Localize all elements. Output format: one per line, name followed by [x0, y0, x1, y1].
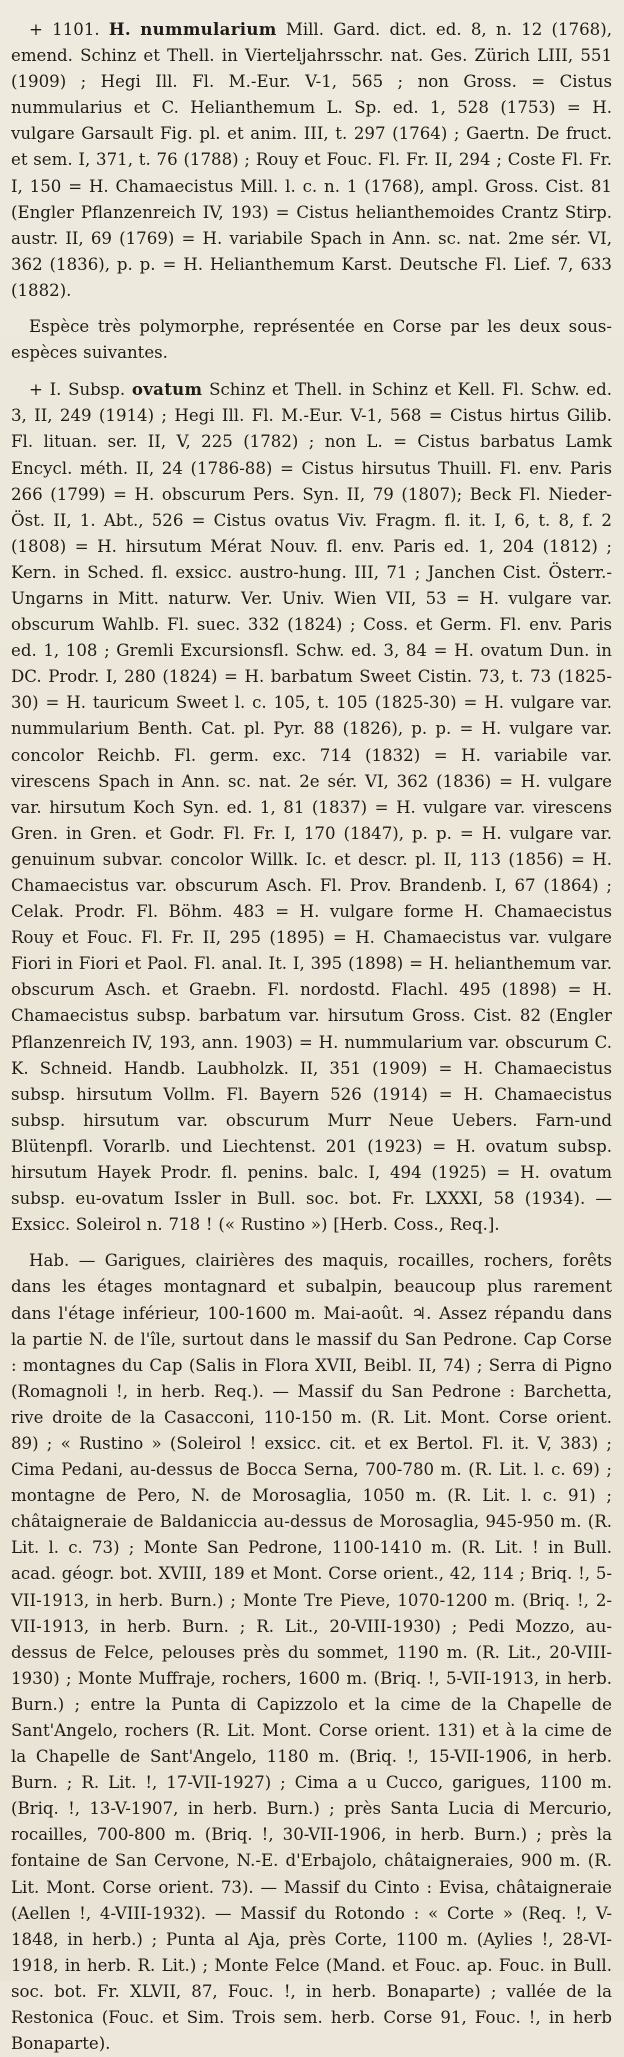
subspecies-label: Subsp. — [68, 380, 126, 400]
species-note: Espèce très polymorphe, représentée en Corse par les deux sous-espèces suivantes. — [11, 317, 612, 363]
species-synonymy: Mill. Gard. dict. ed. 8, n. 12 (1768), emend. Schinz et Thell. in Vierteljahrsschr. nat. Ges. Zürich LIII, 551 (1909) ; Hegi Ill. Fl. M.-Eur. V-1, 565 ; non Gross. = Cistus nummularius et C. Helianthemum L. Sp. ed. 1, 528 (1753) = H. vulgare Garsault Fig. pl. et anim. III, t. 297 (1764) ; Gaertn. De fruct. et sem. I, 371, t. 76 (1788) ; Rouy et Fouc. Fl. Fr. II, 294 ; Coste Fl. Fr. I, 150 = H. Chamaecistus Mill. l. c. n. 1 (1768), ampl. Gross. Cist. 81 (Engler Pflanzenreich IV, 193) = Cistus helianthemoides Crantz Stirp. austr. II, 69 (1769) = H. variabile Spach in Ann. sc. nat. 2me sér. VI, 362 (1836), p. p. = H. Helianthemum Karst. Deutsche Fl. Lief. 7, 633 (1882). — [11, 20, 612, 300]
species-entry — [11, 16, 612, 304]
entry-number: 1101. — [52, 20, 100, 39]
genus-abbreviation: H. — [108, 19, 131, 39]
subspecies-entry — [11, 376, 612, 1238]
subspecies-name: ovatum — [131, 379, 203, 400]
dagger-mark: + — [29, 380, 43, 400]
species-name: nummularium — [140, 19, 277, 39]
subspecies-numeral: I. — [49, 380, 62, 400]
habitat-paragraph: Hab. — Garigues, clairières des maquis, rocailles, rochers, forêts dans les étages montagnard et subalpin, beaucoup plus rarement dans l'étage inférieur, 100-1600 m. Mai-août. ♃. Assez répandu dans la partie N. de l'île, surtout dans le massif du San Pedrone. Cap Corse : montagnes du Cap (Salis in Flora XVII, Beibl. II, 74) ; Serra di Pigno (Romagnoli !, in herb. Req.). — Massif du San Pedrone : Barchetta, rive droite de la Casacconi, 110-150 m. (R. Lit. Mont. Corse orient. 89) ; « Rustino » (Soleirol ! exsicc. cit. et ex Bertol. Fl. it. V, 383) ; Cima Pedani, au-dessus de Bocca Serna, 700-780 m. (R. Lit. l. c. 69) ; montagne de Pero, N. de Morosaglia, 1050 m. (R. Lit. l. c. 91) ; châtaigneraie de Baldaniccia au-dessus de Morosaglia, 945-950 m. (R. Lit. l. c. 73) ; Monte San Pedrone, 1100-1410 m. (R. Lit. ! in Bull. acad. géogr. bot. XVIII, 189 et Mont. Corse orient., 42, 114 ; Briq. !, 5-VII-1913, in herb. Burn.) ; Monte Tre Pieve, 1070-1200 m. (Briq. !, 2-VII-1913, in herb. Burn. ; R. Lit., 20-VIII-1930) ; Pedi Mozzo, au-dessus de Felce, pelouses près du sommet, 1190 m. (R. Lit., 20-VIII-1930) ; Monte Muffraje, rochers, 1600 m. (Briq. !, 5-VII-1913, in herb. Burn.) ; entre la Punta di Capizzolo et la cime de la Chapelle de Sant'Angelo, rochers (R. Lit. Mont. Corse orient. 131) et à la cime de la Chapelle de Sant'Angelo, 1180 m. (Briq. !, 15-VII-1906, in herb. Burn. ; R. Lit. !, 17-VII-1927) ; Cima a u Cucco, garigues, 1100 m. (Briq. !, 13-V-1907, in herb. Burn.) ; près Santa Lucia di Mercurio, rocailles, 700-800 m. (Briq. !, 30-VII-1906, in herb. Burn.) ; près la fontaine de San Cervone, N.-E. d'Erbajolo, châtaigneraies, 900 m. (R. Lit. Mont. Corse orient. 73). — Massif du Cinto : Evisa, châtaigneraie (Aellen !, 4-VIII-1932). — Massif du Rotondo : « Corte » (Req. !, V-1848, in herb.) ; Punta al Aja, près Corte, 1100 m. (Aylies !, 28-VI-1918, in herb. R. Lit.) ; Monte Felce (Mand. et Fouc. ap. Fouc. in Bull. soc. bot. Fr. XLVII, 87, Fouc. !, in herb. Bonaparte) ; vallée de la Restonica (Fouc. et Sim. Trois sem. herb. Corse 91, Fouc. !, in herb Bonaparte). — [11, 1251, 612, 2054]
subspecies-synonymy: Schinz et Thell. in Schinz et Kell. Fl. Schw. ed. 3, II, 249 (1914) ; Hegi Ill. Fl. M.-Eur. V-1, 568 = Cistus hirtus Gilib. Fl. lituan. ser. II, V, 225 (1782) ; non L. = Cistus barbatus Lamk Encycl. méth. II, 24 (1786-88) = Cistus hirsutus Thuill. Fl. env. Paris 266 (1799) = H. obscurum Pers. Syn. II, 79 (1807); Beck Fl. Nieder-Öst. II, 1. Abt., 526 = Cistus ovatus Viv. Fragm. fl. it. I, 6, t. 8, f. 2 (1808) = H. hirsutum Mérat Nouv. fl. env. Paris ed. 1, 204 (1812) ; Kern. in Sched. fl. exsicc. austro-hung. III, 71 ; Janchen Cist. Österr.-Ungarns in Mitt. naturw. Ver. Univ. Wien VII, 53 = H. vulgare var. obscurum Wahlb. Fl. suec. 332 (1824) ; Coss. et Germ. Fl. env. Paris ed. 1, 108 ; Gremli Excursionsfl. Schw. ed. 3, 84 = H. ovatum Dun. in DC. Prodr. I, 280 (1824) = H. barbatum Sweet Cistin. 73, t. 73 (1825-30) = H. tauricum Sweet l. c. 105, t. 105 (1825-30) = H. vulgare var. nummularium Benth. Cat. pl. Pyr. 88 (1826), p. p. = H. vulgare var. concolor Reichb. Fl. germ. exc. 714 (1832) = H. variabile var. virescens Spach in Ann. sc. nat. 2e sér. VI, 362 (1836) = H. vulgare var. hirsutum Koch Syn. ed. 1, 81 (1837) = H. vulgare var. virescens Gren. in Gren. et Godr. Fl. Fr. I, 170 (1847), p. p. = H. vulgare var. genuinum subvar. concolor Willk. Ic. et descr. pl. II, 113 (1856) = H. Chamaecistus var. obscurum Asch. Fl. Prov. Brandenb. I, 67 (1864) ; Celak. Prodr. Fl. Böhm. 483 = H. vulgare forme H. Chamaecistus Rouy et Fouc. Fl. Fr. II, 295 (1895) = H. Chamaecistus var. vulgare Fiori in Fiori et Paol. Fl. anal. It. I, 395 (1898) = H. helianthemum var. obscurum Asch. et Graebn. Fl. nordostd. Flachl. 495 (1898) = H. Chamaecistus subsp. barbatum var. hirsutum Gross. Cist. 82 (Engler Pflanzenreich IV, 193, ann. 1903) = H. nummularium var. obscurum C. K. Schneid. Handb. Laubholzk. II, 351 (1909) = H. Chamaecistus subsp. hirsutum Vollm. Fl. Bayern 526 (1914) = H. Chamaecistus subsp. hirsutum var. obscurum Murr Neue Uebers. Farn-und Blütenpfl. Vorarlb. und Liechtenst. 201 (1923) = H. ovatum subsp. hirsutum Hayek Prodr. fl. penins. balc. I, 494 (1925) = H. ovatum subsp. eu-ovatum Issler in Bull. soc. bot. Fr. LXXXI, 58 (1934). — Exsicc. Soleirol n. 718 ! (« Rustino ») [Herb. Coss., Req.]. — [11, 380, 612, 1235]
dagger-mark: + — [29, 20, 43, 39]
